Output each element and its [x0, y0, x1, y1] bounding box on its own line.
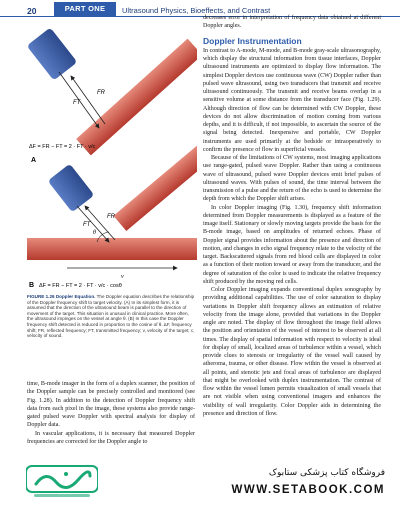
fr-label-a: FR — [97, 90, 105, 96]
equation-b: ΔF = FR − FT = 2 · FT · v/c · cosθ — [39, 283, 122, 288]
page-number: 20 — [27, 6, 37, 16]
right-paragraph-0: decreases error in interpretation of frequency data obtained at different Doppler angles. — [203, 15, 381, 30]
vessel-b-branch — [113, 145, 197, 231]
chapter-title: Ultrasound Physics, Bioeffects, and Contrast — [122, 6, 271, 15]
theta-label: θ — [93, 230, 96, 236]
ft-label-b: FT — [83, 222, 91, 228]
doppler-figure — [27, 28, 197, 288]
setabook-logo — [26, 464, 98, 500]
panel-b — [27, 145, 197, 288]
caption-title: Doppler Equation. — [55, 294, 96, 299]
vessel-b — [27, 238, 197, 260]
right-column-text — [203, 14, 381, 418]
right-paragraph-2: Because of the limitations of CW systems, most imaging applications use range-gated, pulsed wave Doppler. Rather than using a continuous wave of ultrasound, pulsed wave Doppler devices emit brief pulses of ultrasound waves. With pulses of sound, the time interval between the transmission of a pulse and the return of the echo is used to determine the depth from which the Doppler shift arises. — [203, 155, 381, 203]
figure-caption — [27, 294, 195, 339]
section-heading: Doppler Instrumentation — [203, 35, 302, 46]
right-paragraph-4: Color Doppler imaging expands conventional duplex sonography by providing additional capabilities. The use of color saturation to display variations in Doppler shift frequency allows an estimation of relative velocity from the image alone, provided that variations in the Doppler angle are noted. The display of flow throughout the image field allows the position and orientation of the vessel of interest to be observed at all times. The display of spatial information with respect to velocity is ideal for display of small, localized areas of turbulence within a vessel, which provide clues to stenosis or irregularity of the vessel wall caused by atheroma, trauma, or other disease. Flow within the vessel is observed at all points, and stenotic jets and focal areas of turbulence are displayed that might be overlooked with duplex instrumentation. The contrast of flow within the vessel lumen permits visualization of small vessels that are not visible when using conventional imagers and enhances the visibility of wall irregularity. Color Doppler aids in determining the presence and direction of flow. — [203, 287, 381, 417]
panel-label-b: B — [29, 282, 35, 288]
probe-b — [48, 164, 95, 213]
left-column-text — [27, 380, 195, 446]
panel-a — [27, 28, 197, 164]
fr-label-b: FR — [107, 214, 115, 220]
beam-line-b1 — [77, 206, 109, 242]
caption-text: The Doppler equation describes the relationship of the Doppler frequency shift to target velocity. (A) In its simplest form, it is assumed that the direction of the ultrasound beam is parallel to the direction of movement of the target. This situation is unusual in clinical practice. More often, the ultrasound impinges on the vessel at angle θ. (B) In this case the Doppler frequency shift detected is reduced in proportion to the cosine of θ. ΔF, frequency shift; FR, reflected frequency; FT, transmitted frequency; v, velocity of the target; c, velocity of sound. — [27, 294, 195, 339]
panel-label-a: A — [31, 157, 37, 164]
right-paragraph-3: In color Doppler imaging (Fig. 1.30), frequency shift information determined from Doppler measurements is displayed as a feature of the image itself. Stationary or slowly moving targets provide the basis for the B-mode image, based on amplitudes of returned echoes. Phase of Doppler signal provides information about the presence and direction of motion, and changes in echo signal frequency relate to the velocity of the target. Backscattered signals from red blood cells are displayed in color as a function of their motion toward or away from the transducer, and the degree of saturation of the color is used to indicate the relative frequency shift produced by the moving red cells. — [203, 204, 381, 285]
left-paragraph-1: time, B-mode imager in the form of a duplex scanner, the position of the Doppler sample can be precisely controlled and monitored (see Fig. 1.28). In addition to the detection of Doppler frequency shift data from each pixel in the image, these systems also provide range-gated pulsed wave Doppler with spectral analysis for display of Doppler data. — [27, 381, 195, 429]
left-paragraph-2: In vascular applications, it is necessary that measured Doppler frequencies are corrected for the Doppler angle to — [27, 430, 195, 445]
vessel-a — [76, 39, 197, 156]
watermark-footer — [0, 462, 400, 512]
probe-a — [27, 28, 77, 81]
right-paragraph-1: In contrast to A-mode, M-mode, and B-mode gray-scale ultrasonography, which display the structural information from tissue interfaces, Doppler ultrasound instruments are optimized to display flow information. The simplest Doppler devices use continuous wave (CW) Doppler rather than pulsed wave ultrasound, using two transducers that transmit and receive ultrasound continuously. The transmit and receive beams overlap in a sensitive volume at some distance from the transducer face (Fig. 1.29). Although direction of flow can be determined with CW Doppler, these devices do not allow discrimination of motion coming from various depths, and it is difficult, if not impossible, to ascertain the source of the signal being detected. Inexpensive and portable, CW Doppler instruments are used primarily at the bedside or intraoperatively to confirm the presence of flow in superficial vessels. — [203, 47, 381, 153]
caption-label: FIGURE 1.26 — [27, 294, 55, 299]
v-label-b: v — [121, 274, 124, 280]
part-label: PART ONE — [54, 2, 116, 16]
store-url: WWW.SETABOOK.COM — [231, 484, 385, 496]
persian-store-name: فروشگاه کتاب پزشکی ستابوک — [268, 468, 385, 478]
equation-a: ΔF = FR − FT = 2 · FT · v/c — [29, 144, 96, 150]
ft-label-a: FT — [73, 100, 81, 106]
